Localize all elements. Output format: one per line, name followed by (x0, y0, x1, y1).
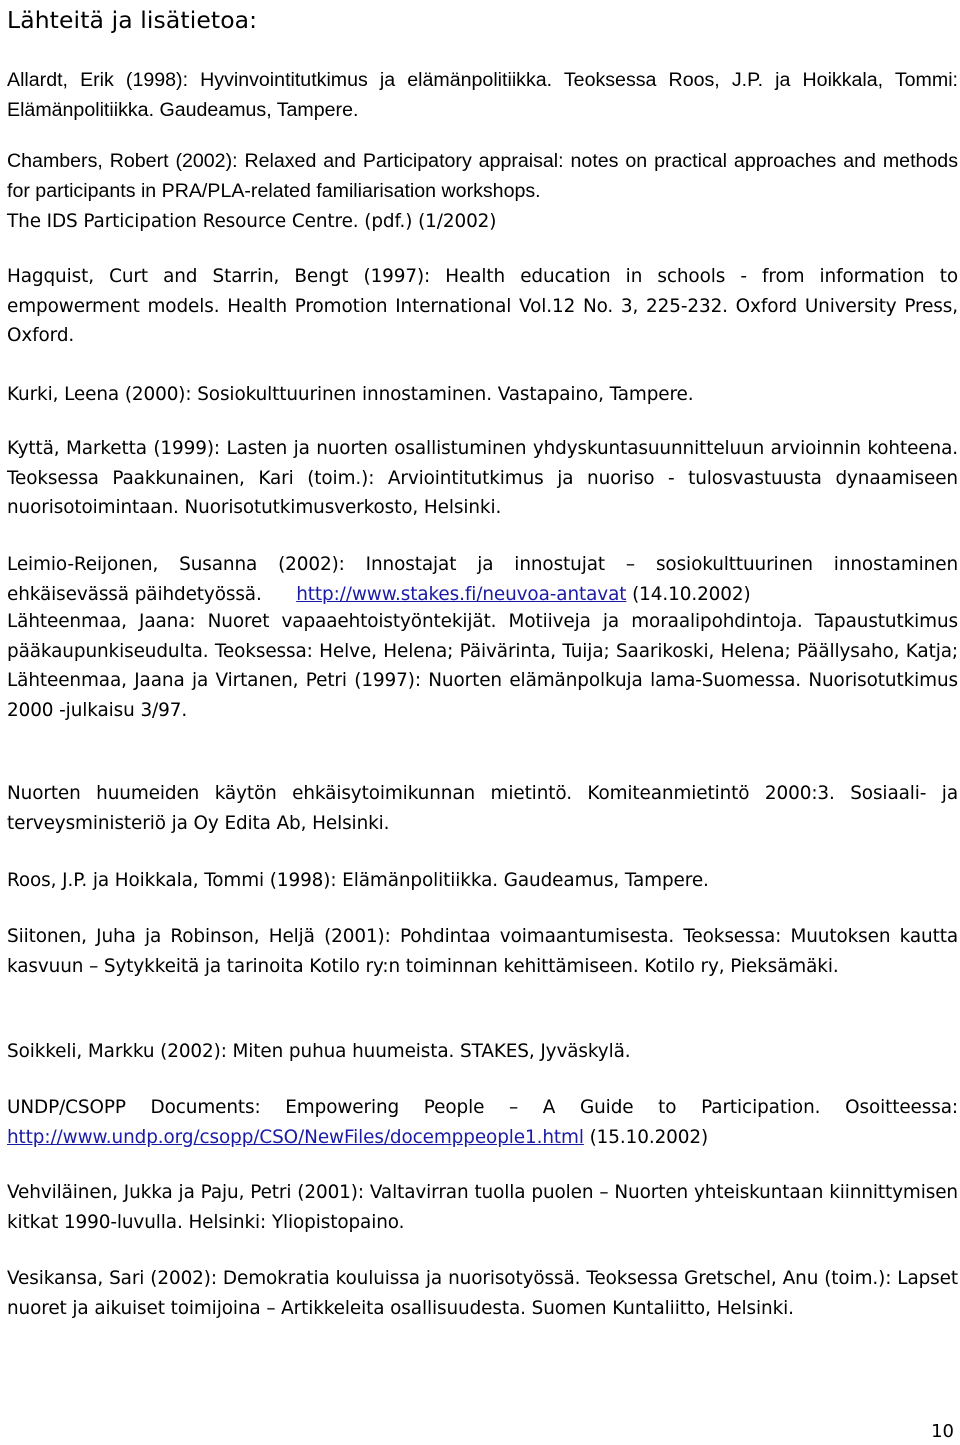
reference-lahteenmaa: Lähteenmaa, Jaana: Nuoret vapaaehtoistyöntekijät. Motiiveja ja moraalipohdintoja. Tapaustutkimus pääkaupunkiseudulta. Teoksessa: Helve, Helena; Päivärinta, Tuija; Saarikoski, Helena; Päällysaho, Katja; Lähteenmaa, Jaana ja Virtanen, Petri (1997): Nuorten elämänpolkuja lama-Suomessa. Nuorisotutkimus 2000 -julkaisu 3/97. (7, 611, 958, 721)
reference-vesikansa: Vesikansa, Sari (2002): Demokratia kouluissa ja nuorisotyössä. Teoksessa Gretschel, Anu (toim.): Lapset nuoret ja aikuiset toimijoina – Artikkeleita osallisuudesta. Suomen Kuntaliitto, Helsinki. (7, 1268, 958, 1319)
reference-soikkeli: Soikkeli, Markku (2002): Miten puhua huumeista. STAKES, Jyväskylä. (7, 1041, 631, 1062)
reference-vehvilainen: Vehviläinen, Jukka ja Paju, Petri (2001): Valtavirran tuolla puolen – Nuorten yhteiskuntaan kiinnittymisen kitkat 1990-luvulla. Helsinki: Yliopistopaino. (7, 1182, 958, 1233)
reference-kurki: Kurki, Leena (2000): Sosiokulttuurinen innostaminen. Vastapaino, Tampere. (7, 384, 694, 405)
reference-page (7, 0, 958, 1319)
reference-chambers-source: The IDS Participation Resource Centre. (pdf.) (1/2002) (7, 211, 497, 232)
page-number: 10 (931, 1421, 954, 1442)
page-heading: Lähteitä ja lisätietoa: (7, 6, 258, 34)
reference-hagquist: Hagquist, Curt and Starrin, Bengt (1997): Health education in schools - from information to empowerment models. Health Promotion International Vol.12 No. 3, 225-232. Oxford University Press, Oxford. (7, 266, 958, 346)
reference-kytta: Kyttä, Marketta (1999): Lasten ja nuorten osallistuminen yhdyskuntasuunnitteluun arvioinnin kohteena. Teoksessa Paakkunainen, Kari (toim.): Arviointitutkimus ja nuoriso - tulosvastuusta dynaamiseen nuorisotoimintaan. Nuorisotutkimusverkosto, Helsinki. (7, 438, 958, 518)
reference-undp (7, 1093, 958, 1152)
reference-chambers-text: Chambers, Robert (2002): Relaxed and Participatory appraisal: notes on practical approaches and methods for participants in PRA/PLA-related familiarisation workshops. (7, 150, 958, 202)
reference-siitonen: Siitonen, Juha ja Robinson, Heljä (2001): Pohdintaa voimaantumisesta. Teoksessa: Muutoksen kautta kasvuun – Sytykkeitä ja tarinoita Kotilo ry:n toiminnan kehittämiseen. Kotilo ry, Pieksämäki. (7, 926, 958, 977)
reference-leimio-date: (14.10.2002) (632, 583, 751, 605)
stakes-link[interactable]: http://www.stakes.fi/neuvoa-antavat (296, 583, 627, 605)
reference-chambers (7, 147, 958, 206)
reference-leimio (7, 550, 958, 609)
reference-allardt: Allardt, Erik (1998): Hyvinvointitutkimus ja elämänpolitiikka. Teoksessa Roos, J.P. ja Hoikkala, Tommi: Elämänpolitiikka. Gaudeamus, Tampere. (7, 69, 958, 121)
reference-mietinto: Nuorten huumeiden käytön ehkäisytoimikunnan mietintö. Komiteanmietintö 2000:3. Sosiaali- ja terveysministeriö ja Oy Edita Ab, Helsinki. (7, 783, 958, 834)
reference-undp-date: (15.10.2002) (589, 1126, 709, 1148)
reference-roos: Roos, J.P. ja Hoikkala, Tommi (1998): Elämänpolitiikka. Gaudeamus, Tampere. (7, 870, 709, 891)
reference-leimio-text: Leimio-Reijonen, Susanna (2002): Innostajat ja innostujat – sosiokulttuurinen innostaminen ehkäisevässä päihdetyössä. (7, 554, 958, 605)
undp-link[interactable]: http://www.undp.org/csopp/CSO/NewFiles/docemppeople1.html (7, 1126, 584, 1148)
reference-undp-text: UNDP/CSOPP Documents: Empowering People – A Guide to Participation. Osoitteessa: (7, 1097, 958, 1118)
